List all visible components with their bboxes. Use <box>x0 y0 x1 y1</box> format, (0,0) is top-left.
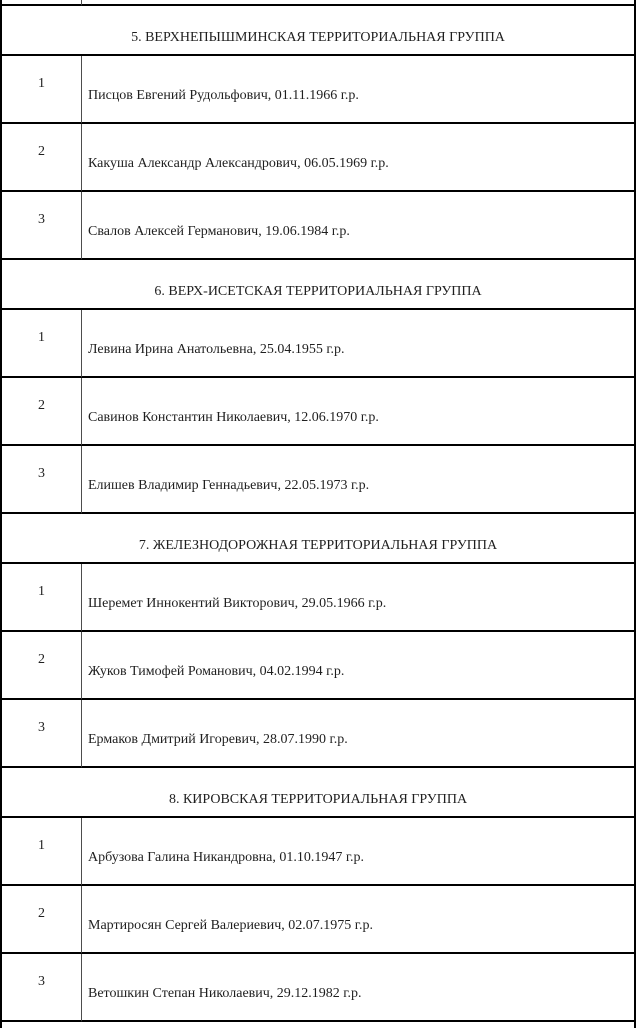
group-header-title: 8. КИРОВСКАЯ ТЕРРИТОРИАЛЬНАЯ ГРУППА <box>0 768 636 818</box>
member-row <box>0 378 636 446</box>
member-name-and-birthdate: Арбузова Галина Никандровна, 01.10.1947 г.р. <box>82 818 636 886</box>
member-row <box>0 632 636 700</box>
member-number: 2 <box>0 124 82 192</box>
member-row <box>0 886 636 954</box>
group-header-title: 6. ВЕРХ-ИСЕТСКАЯ ТЕРРИТОРИАЛЬНАЯ ГРУППА <box>0 260 636 310</box>
member-row <box>0 954 636 1022</box>
member-row <box>0 564 636 632</box>
member-name-and-birthdate: Какуша Александр Александрович, 06.05.1969 г.р. <box>82 124 636 192</box>
member-number: 2 <box>0 886 82 954</box>
member-number: 3 <box>0 954 82 1022</box>
member-name-and-birthdate: Левина Ирина Анатольевна, 25.04.1955 г.р. <box>82 310 636 378</box>
member-row <box>0 700 636 768</box>
group-header-row <box>0 768 636 818</box>
next-row-cutoff-cell <box>0 1022 636 1028</box>
member-number: 3 <box>0 700 82 768</box>
group-header-title: 7. ЖЕЛЕЗНОДОРОЖНАЯ ТЕРРИТОРИАЛЬНАЯ ГРУППА <box>0 514 636 564</box>
member-number: 2 <box>0 378 82 446</box>
member-name-and-birthdate: Жуков Тимофей Романович, 04.02.1994 г.р. <box>82 632 636 700</box>
member-name-and-birthdate: Ермаков Дмитрий Игоревич, 28.07.1990 г.р. <box>82 700 636 768</box>
group-header-row <box>0 6 636 56</box>
member-name-and-birthdate: Мартиросян Сергей Валериевич, 02.07.1975 г.р. <box>82 886 636 954</box>
group-header-row <box>0 260 636 310</box>
member-number: 1 <box>0 56 82 124</box>
member-name-and-birthdate: Ветошкин Степан Николаевич, 29.12.1982 г.р. <box>82 954 636 1022</box>
member-row <box>0 310 636 378</box>
member-name-and-birthdate: Елишев Владимир Геннадьевич, 22.05.1973 г.р. <box>82 446 636 514</box>
group-header-title: 5. ВЕРХНЕПЫШМИНСКАЯ ТЕРРИТОРИАЛЬНАЯ ГРУППА <box>0 6 636 56</box>
member-name-and-birthdate: Шеремет Иннокентий Викторович, 29.05.1966 г.р. <box>82 564 636 632</box>
member-row <box>0 56 636 124</box>
member-name-and-birthdate: Писцов Евгений Рудольфович, 01.11.1966 г.р. <box>82 56 636 124</box>
member-name-and-birthdate: Свалов Алексей Германович, 19.06.1984 г.р. <box>82 192 636 260</box>
member-row <box>0 124 636 192</box>
member-row <box>0 446 636 514</box>
group-header-row <box>0 514 636 564</box>
member-row <box>0 192 636 260</box>
member-number: 2 <box>0 632 82 700</box>
member-number: 3 <box>0 192 82 260</box>
member-row <box>0 818 636 886</box>
next-row-cutoff <box>0 1022 636 1028</box>
member-number: 1 <box>0 310 82 378</box>
member-name-and-birthdate: Савинов Константин Николаевич, 12.06.1970 г.р. <box>82 378 636 446</box>
member-number: 1 <box>0 564 82 632</box>
member-number: 3 <box>0 446 82 514</box>
member-number: 1 <box>0 818 82 886</box>
